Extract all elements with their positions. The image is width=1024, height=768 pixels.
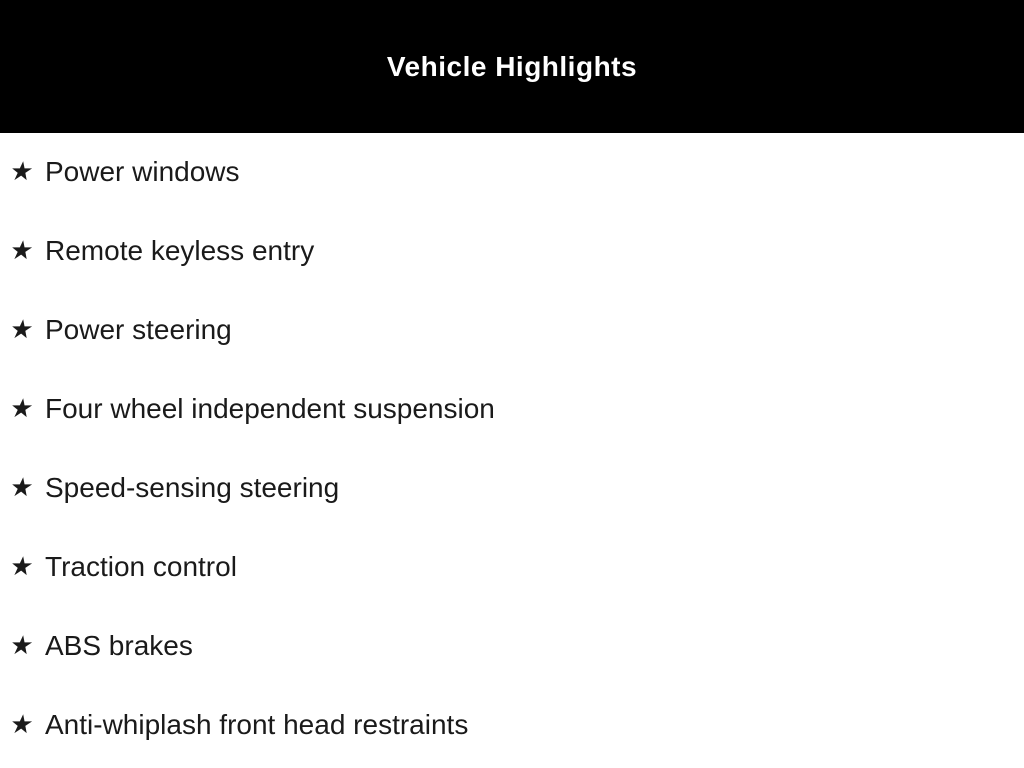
star-bullet-icon: ★ (7, 631, 36, 661)
page-title: Vehicle Highlights (386, 50, 638, 82)
list-item-label: Remote keyless entry (45, 235, 315, 266)
list-item (7, 471, 1024, 505)
star-bullet-icon: ★ (7, 394, 36, 424)
list-item (7, 234, 1024, 268)
list-item (7, 629, 1024, 663)
title-banner (0, 0, 1024, 133)
list-item (7, 392, 1024, 426)
list-item-label: Four wheel independent suspension (45, 393, 495, 424)
list-item-label: Anti-whiplash front head restraints (45, 709, 469, 740)
list-item (7, 708, 1024, 742)
star-bullet-icon: ★ (7, 236, 36, 266)
list-item-label: ABS brakes (45, 630, 193, 661)
list-item (7, 155, 1024, 189)
star-bullet-icon: ★ (7, 552, 36, 582)
star-bullet-icon: ★ (7, 315, 36, 345)
list-item (7, 550, 1024, 584)
list-item-label: Power steering (45, 314, 232, 345)
star-bullet-icon: ★ (7, 710, 36, 740)
list-item-label: Speed-sensing steering (45, 472, 340, 503)
list-item-label: Power windows (45, 156, 240, 187)
list-item (7, 313, 1024, 347)
star-bullet-icon: ★ (7, 473, 36, 503)
star-bullet-icon: ★ (7, 157, 36, 187)
highlights-list (0, 133, 1024, 742)
list-item-label: Traction control (45, 551, 237, 582)
